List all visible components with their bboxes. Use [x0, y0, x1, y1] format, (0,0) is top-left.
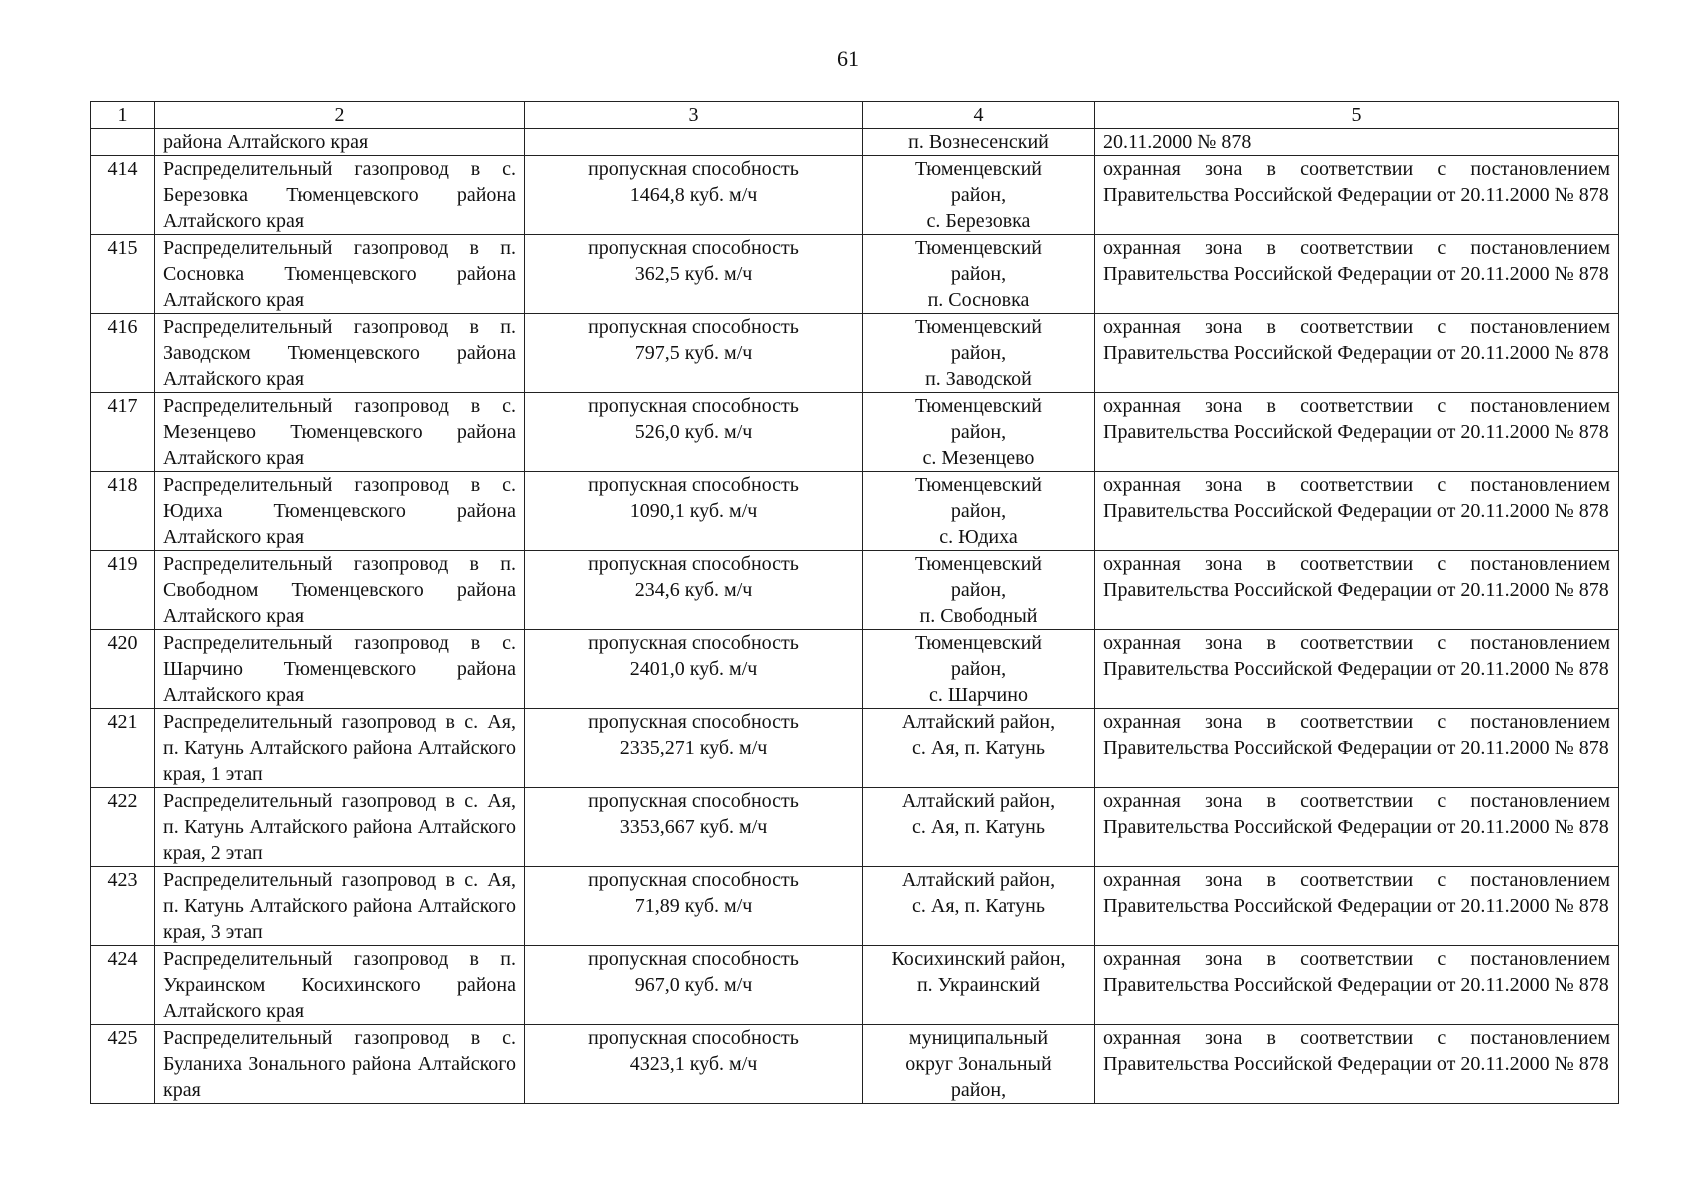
protection-zone: охранная зона в соответствии с постановлением Правительства Российской Федерации от 20.11.2000 № 878 — [1095, 946, 1619, 1025]
protection-zone: охранная зона в соответствии с постановлением Правительства Российской Федерации от 20.11.2000 № 878 — [1095, 393, 1619, 472]
object-location — [863, 1025, 1095, 1104]
object-parameters — [525, 156, 863, 235]
object-name: Распределительный газопровод в п. Заводском Тюменцевского района Алтайского края — [155, 314, 525, 393]
table-row — [91, 156, 1619, 235]
object-name: Распределительный газопровод в с. Ая, п. Катунь Алтайского района Алтайского края, 2 этап — [155, 788, 525, 867]
row-number: 423 — [91, 867, 155, 946]
object-location — [863, 314, 1095, 393]
row-number: 422 — [91, 788, 155, 867]
table-row — [91, 709, 1619, 788]
location-line: район, — [950, 342, 1007, 364]
location-line: округ Зональный — [905, 1053, 1052, 1075]
parameter-line: 234,6 куб. м/ч — [634, 579, 753, 601]
location-line: Тюменцевский — [914, 316, 1043, 338]
location-line: Тюменцевский — [914, 632, 1043, 654]
location-line: Алтайский район, — [901, 711, 1056, 733]
object-name: Распределительный газопровод в с. Буланиха Зонального района Алтайского края — [155, 1025, 525, 1104]
protection-zone: 20.11.2000 № 878 — [1095, 129, 1619, 156]
object-parameters — [525, 1025, 863, 1104]
object-location — [863, 472, 1095, 551]
location-line: район, — [950, 579, 1007, 601]
parameter-line: пропускная способность — [588, 474, 799, 496]
location-line: Тюменцевский — [914, 237, 1043, 259]
object-parameters — [525, 788, 863, 867]
table-row — [91, 788, 1619, 867]
location-line: муниципальный — [908, 1027, 1049, 1049]
location-line: с. Юдиха — [939, 526, 1018, 548]
object-name: Распределительный газопровод в с. Березовка Тюменцевского района Алтайского края — [155, 156, 525, 235]
object-parameters — [525, 393, 863, 472]
table-row — [91, 235, 1619, 314]
row-number: 418 — [91, 472, 155, 551]
location-line: п. Свободный — [919, 605, 1038, 627]
protection-zone: охранная зона в соответствии с постановлением Правительства Российской Федерации от 20.11.2000 № 878 — [1095, 235, 1619, 314]
table-row — [91, 314, 1619, 393]
object-location — [863, 156, 1095, 235]
object-name: Распределительный газопровод в п. Сосновка Тюменцевского района Алтайского края — [155, 235, 525, 314]
row-number: 417 — [91, 393, 155, 472]
parameter-line: пропускная способность — [588, 948, 799, 970]
object-name: Распределительный газопровод в с. Мезенцево Тюменцевского района Алтайского края — [155, 393, 525, 472]
row-number: 419 — [91, 551, 155, 630]
location-line: Алтайский район, — [901, 790, 1056, 812]
parameter-line: 4323,1 куб. м/ч — [629, 1053, 758, 1075]
location-line: район, — [950, 500, 1007, 522]
parameter-line: пропускная способность — [588, 237, 799, 259]
parameter-line: 797,5 куб. м/ч — [634, 342, 753, 364]
parameter-line: 3353,667 куб. м/ч — [619, 816, 768, 838]
object-location — [863, 393, 1095, 472]
parameter-line: пропускная способность — [588, 553, 799, 575]
object-parameters — [525, 867, 863, 946]
table-row — [91, 472, 1619, 551]
objects-table — [90, 101, 1619, 1104]
table-row — [91, 867, 1619, 946]
table-row — [91, 630, 1619, 709]
table-row — [91, 1025, 1619, 1104]
location-line: с. Шарчино — [929, 684, 1028, 706]
parameter-line: 2401,0 куб. м/ч — [629, 658, 758, 680]
parameter-line: 526,0 куб. м/ч — [634, 421, 753, 443]
protection-zone: охранная зона в соответствии с постановлением Правительства Российской Федерации от 20.11.2000 № 878 — [1095, 472, 1619, 551]
object-parameters — [525, 235, 863, 314]
object-parameters — [525, 314, 863, 393]
location-line: п. Сосновка — [927, 289, 1030, 311]
object-name: Распределительный газопровод в с. Ая, п. Катунь Алтайского района Алтайского края, 1 этап — [155, 709, 525, 788]
header-col-2: 2 — [155, 102, 525, 129]
page-number: 61 — [837, 46, 859, 71]
object-name: района Алтайского края — [155, 129, 525, 156]
protection-zone: охранная зона в соответствии с постановлением Правительства Российской Федерации от 20.11.2000 № 878 — [1095, 630, 1619, 709]
parameter-line: пропускная способность — [588, 395, 799, 417]
object-parameters — [525, 129, 863, 156]
parameter-line: пропускная способность — [588, 790, 799, 812]
object-location — [863, 235, 1095, 314]
object-parameters — [525, 551, 863, 630]
row-number: 424 — [91, 946, 155, 1025]
table-row — [91, 551, 1619, 630]
row-number: 421 — [91, 709, 155, 788]
object-location — [863, 630, 1095, 709]
protection-zone: охранная зона в соответствии с постановлением Правительства Российской Федерации от 20.11.2000 № 878 — [1095, 314, 1619, 393]
continuation-row — [91, 129, 1619, 156]
header-col-3: 3 — [525, 102, 863, 129]
protection-zone: охранная зона в соответствии с постановлением Правительства Российской Федерации от 20.11.2000 № 878 — [1095, 709, 1619, 788]
protection-zone: охранная зона в соответствии с постановлением Правительства Российской Федерации от 20.11.2000 № 878 — [1095, 867, 1619, 946]
object-name: Распределительный газопровод в п. Свободном Тюменцевского района Алтайского края — [155, 551, 525, 630]
parameter-line: пропускная способность — [588, 869, 799, 891]
parameter-line: 2335,271 куб. м/ч — [619, 737, 768, 759]
object-location — [863, 788, 1095, 867]
location-line: п. Украинский — [916, 974, 1041, 996]
object-name: Распределительный газопровод в п. Украинском Косихинского района Алтайского края — [155, 946, 525, 1025]
parameter-line: пропускная способность — [588, 711, 799, 733]
location-line: Тюменцевский — [914, 395, 1043, 417]
row-number: 414 — [91, 156, 155, 235]
location-line: Тюменцевский — [914, 553, 1043, 575]
parameter-line: пропускная способность — [588, 1027, 799, 1049]
object-parameters — [525, 630, 863, 709]
row-number: 416 — [91, 314, 155, 393]
object-name: Распределительный газопровод в с. Шарчино Тюменцевского района Алтайского края — [155, 630, 525, 709]
object-parameters — [525, 709, 863, 788]
parameter-line: 1090,1 куб. м/ч — [629, 500, 758, 522]
location-line: с. Ая, п. Катунь — [912, 816, 1045, 838]
object-location — [863, 867, 1095, 946]
location-line: район, — [950, 263, 1007, 285]
location-line: с. Мезенцево — [922, 447, 1035, 469]
location-line: с. Березовка — [926, 210, 1031, 232]
row-number — [91, 129, 155, 156]
table-row — [91, 393, 1619, 472]
location-line: Тюменцевский — [914, 158, 1043, 180]
location-line: с. Ая, п. Катунь — [912, 895, 1045, 917]
object-parameters — [525, 946, 863, 1025]
location-line: с. Ая, п. Катунь — [912, 737, 1045, 759]
header-col-5: 5 — [1095, 102, 1619, 129]
parameter-line: пропускная способность — [588, 316, 799, 338]
row-number: 420 — [91, 630, 155, 709]
protection-zone: охранная зона в соответствии с постановлением Правительства Российской Федерации от 20.11.2000 № 878 — [1095, 788, 1619, 867]
object-name: Распределительный газопровод в с. Юдиха Тюменцевского района Алтайского края — [155, 472, 525, 551]
parameter-line: пропускная способность — [588, 632, 799, 654]
parameter-line: 71,89 куб. м/ч — [634, 895, 753, 917]
parameter-line: пропускная способность — [588, 158, 799, 180]
row-number: 425 — [91, 1025, 155, 1104]
protection-zone: охранная зона в соответствии с постановлением Правительства Российской Федерации от 20.11.2000 № 878 — [1095, 1025, 1619, 1104]
location-line: Алтайский район, — [901, 869, 1056, 891]
parameter-line: 362,5 куб. м/ч — [634, 263, 753, 285]
header-col-4: 4 — [863, 102, 1095, 129]
location-line: район, — [950, 1079, 1007, 1101]
location-line: Косихинский район, — [891, 948, 1066, 970]
table-row — [91, 946, 1619, 1025]
object-name: Распределительный газопровод в с. Ая, п. Катунь Алтайского района Алтайского края, 3 этап — [155, 867, 525, 946]
location-line: район, — [950, 184, 1007, 206]
object-parameters — [525, 472, 863, 551]
location-line: район, — [950, 421, 1007, 443]
parameter-line: 967,0 куб. м/ч — [634, 974, 753, 996]
object-location — [863, 551, 1095, 630]
location-line: район, — [950, 658, 1007, 680]
parameter-line: 1464,8 куб. м/ч — [629, 184, 758, 206]
header-col-1: 1 — [91, 102, 155, 129]
location-line: Тюменцевский — [914, 474, 1043, 496]
object-location — [863, 946, 1095, 1025]
protection-zone: охранная зона в соответствии с постановлением Правительства Российской Федерации от 20.11.2000 № 878 — [1095, 551, 1619, 630]
object-location: п. Вознесенский — [863, 129, 1095, 156]
object-location — [863, 709, 1095, 788]
row-number: 415 — [91, 235, 155, 314]
location-line: п. Заводской — [925, 368, 1032, 390]
protection-zone: охранная зона в соответствии с постановлением Правительства Российской Федерации от 20.11.2000 № 878 — [1095, 156, 1619, 235]
table-header-row — [91, 102, 1619, 129]
